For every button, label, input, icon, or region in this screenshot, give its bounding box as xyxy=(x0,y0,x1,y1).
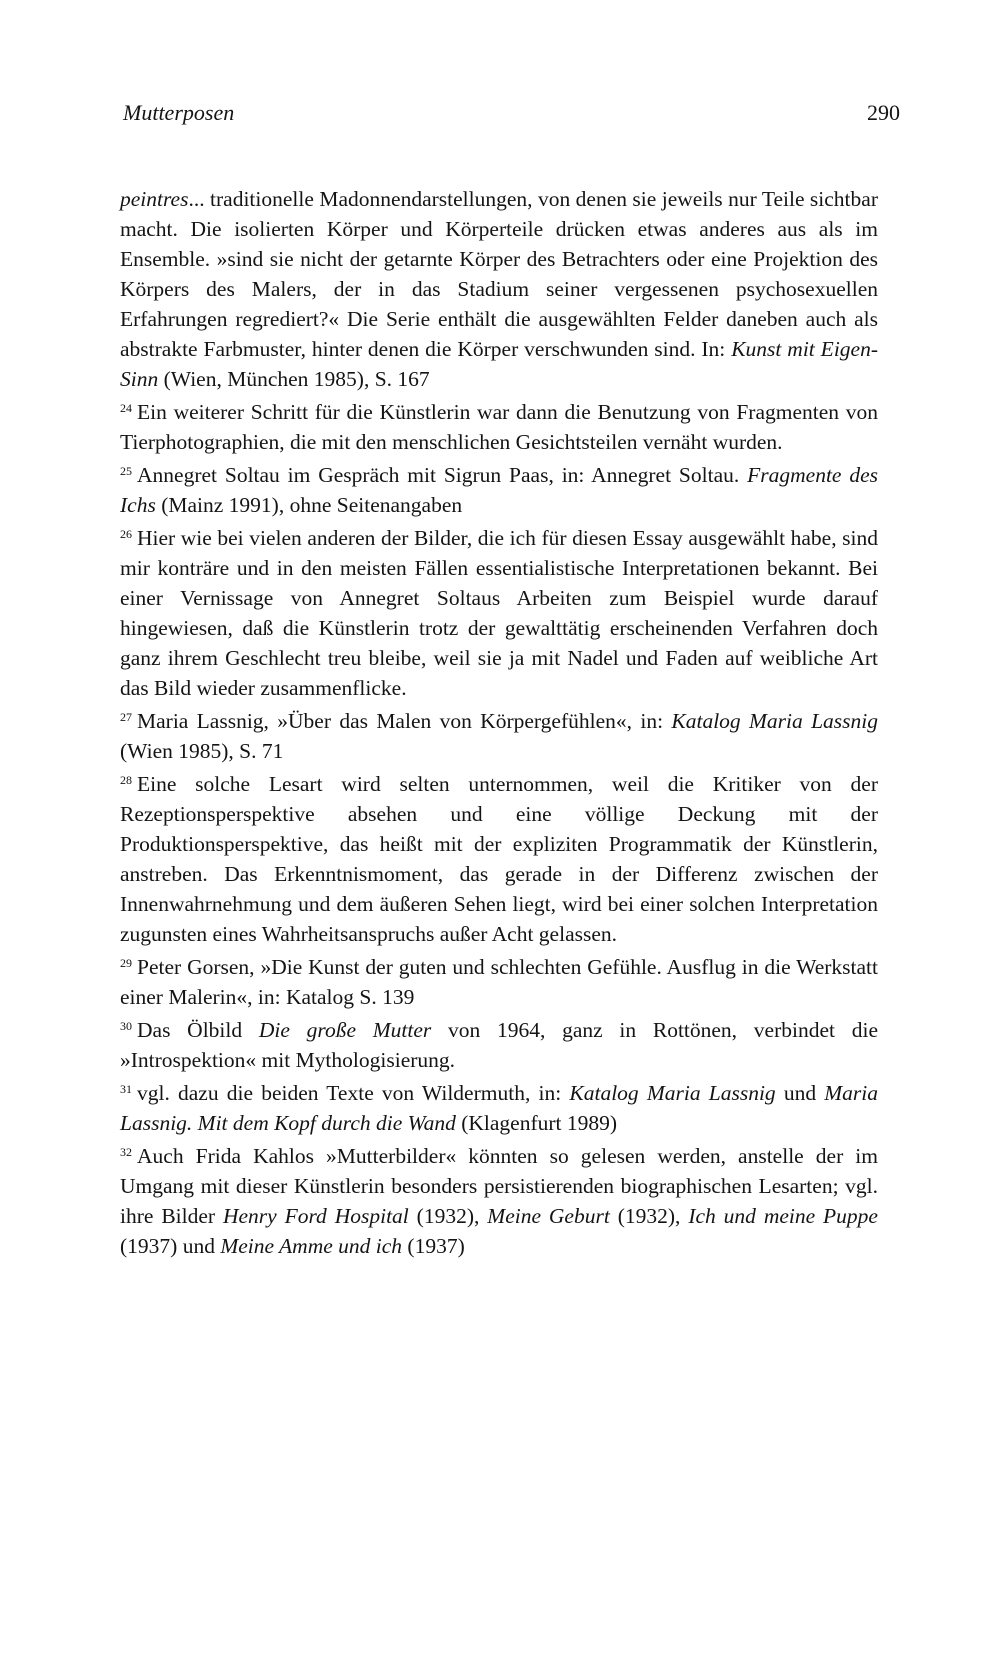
footnote-italic-text: Meine Geburt xyxy=(487,1204,610,1228)
footnote-text: Ein weiterer Schritt für die Künstlerin war dann die Benutzung von Fragmenten von Tierphotographien, die mit den menschlichen Gesichtsteilen vernäht wurden. xyxy=(120,400,878,454)
footnote-italic-text: Ich und meine Puppe xyxy=(688,1204,878,1228)
footnote-italic-text: Fragmente des Ichs xyxy=(120,463,878,517)
footnote-text: und xyxy=(775,1081,825,1105)
footnote-number: 26 xyxy=(120,527,132,541)
footnote-number: 32 xyxy=(120,1145,132,1159)
running-title: Mutterposen xyxy=(123,100,235,125)
footnote-number: 29 xyxy=(120,956,132,970)
footnote-text: Maria Lassnig, »Über das Malen von Körpergefühlen«, in: xyxy=(137,709,672,733)
footnote-text: (1937) xyxy=(402,1234,465,1258)
footnote-text: (Mainz 1991), ohne Seitenangaben xyxy=(155,493,463,517)
footnote-italic-text: peintres xyxy=(120,187,189,211)
footnote-number: 31 xyxy=(120,1082,132,1096)
footnote-text: Hier wie bei vielen anderen der Bilder, die ich für diesen Essay ausgewählt habe, sind mir konträre und in den meisten Fällen essentialistische Interpretationen bekannt. Bei einer Vernissage von Annegret Soltaus Arbeiten zum Beispiel wurde darauf hingewiesen, daß die Künstlerin trotz der gewalttätig erscheinenden Verfahren doch ganz ihrem Geschlecht treu bleibe, weil sie ja mit Nadel und Faden auf weibliche Art das Bild wieder zusammenflicke. xyxy=(120,526,878,700)
footnote-number: 27 xyxy=(120,710,132,724)
footnote xyxy=(120,769,878,949)
footnotes-list xyxy=(120,184,878,1264)
footnote-text: Auch Frida Kahlos »Mutterbilder« könnten so gelesen werden, anstelle der im Umgang mit dieser Künstlerin besonders persistierenden biographischen Lesarten; vgl. ihre Bilder xyxy=(120,1144,878,1228)
footnote-number: 30 xyxy=(120,1019,132,1033)
footnote-text: ... traditionelle Madonnendarstellungen, von denen sie jeweils nur Teile sichtbar macht. Die isolierten Körper und Körperteile drücken etwas anderes aus als im Ensemble. »sind sie nicht der getarnte Körper des Betrachters oder eine Projektion des Körpers des Malers, der in das Stadium seiner vergessenen psychosexuellen Erfahrungen regrediert?« Die Serie enthält die ausgewählten Felder daneben auch als abstrakte Farbmuster, hinter denen die Körper verschwunden sind. In: xyxy=(120,187,878,361)
page-number: 290 xyxy=(867,100,900,125)
footnote-text: von 1964, ganz in Rottönen, verbindet die »Introspektion« mit Mythologisierung. xyxy=(120,1018,878,1072)
footnote-text: vgl. dazu die beiden Texte von Wildermuth, in: xyxy=(137,1081,570,1105)
footnote-text: (1932), xyxy=(408,1204,488,1228)
footnote-text: Annegret Soltau im Gespräch mit Sigrun Paas, in: Annegret Soltau. xyxy=(137,463,748,487)
footnote xyxy=(120,397,878,457)
page-header xyxy=(123,100,900,134)
footnote xyxy=(120,952,878,1012)
footnote-text: (1937) und xyxy=(120,1234,221,1258)
footnote-text: (Klagenfurt 1989) xyxy=(455,1111,618,1135)
footnote-text: (Wien 1985), S. 71 xyxy=(120,739,284,763)
footnote xyxy=(120,1078,878,1138)
footnote xyxy=(120,184,878,394)
footnote-italic-text: Henry Ford Hospital xyxy=(222,1204,409,1228)
footnote-italic-text: Die große Mutter xyxy=(258,1018,432,1042)
footnote-text: Eine solche Lesart wird selten unternommen, weil die Kritiker von der Rezeptionsperspektive absehen und eine völlige Deckung mit der Produktionsperspektive, das heißt mit der expliziten Programmatik der Künstlerin, anstreben. Das Erkenntnismoment, das gerade in der Differenz zwischen der Innenwahrnehmung und dem äußeren Sehen liegt, wird bei einer solchen Interpretation zugunsten eines Wahrheitsanspruchs außer Acht gelassen. xyxy=(120,772,878,946)
footnote xyxy=(120,1141,878,1261)
footnote xyxy=(120,523,878,703)
footnote xyxy=(120,706,878,766)
footnote-italic-text: Kunst mit Eigen-Sinn xyxy=(120,337,878,391)
footnote-italic-text: Maria Lassnig. Mit dem Kopf durch die Wand xyxy=(120,1081,879,1135)
footnote-number: 24 xyxy=(120,401,132,415)
footnote-number: 25 xyxy=(120,464,132,478)
footnote-text: Peter Gorsen, »Die Kunst der guten und schlechten Gefühle. Ausflug in die Werkstatt einer Malerin«, in: Katalog S. 139 xyxy=(120,955,878,1009)
footnote-italic-text: Katalog Maria Lassnig xyxy=(671,709,878,733)
footnote-italic-text: Meine Amme und ich xyxy=(220,1234,403,1258)
footnote-text: (1932), xyxy=(609,1204,689,1228)
footnote-text: (Wien, München 1985), S. 167 xyxy=(158,367,430,391)
footnote-number: 28 xyxy=(120,773,132,787)
footnote xyxy=(120,1015,878,1075)
footnote xyxy=(120,460,878,520)
footnote-text: Das Ölbild xyxy=(137,1018,259,1042)
footnote-italic-text: Katalog Maria Lassnig xyxy=(569,1081,776,1105)
